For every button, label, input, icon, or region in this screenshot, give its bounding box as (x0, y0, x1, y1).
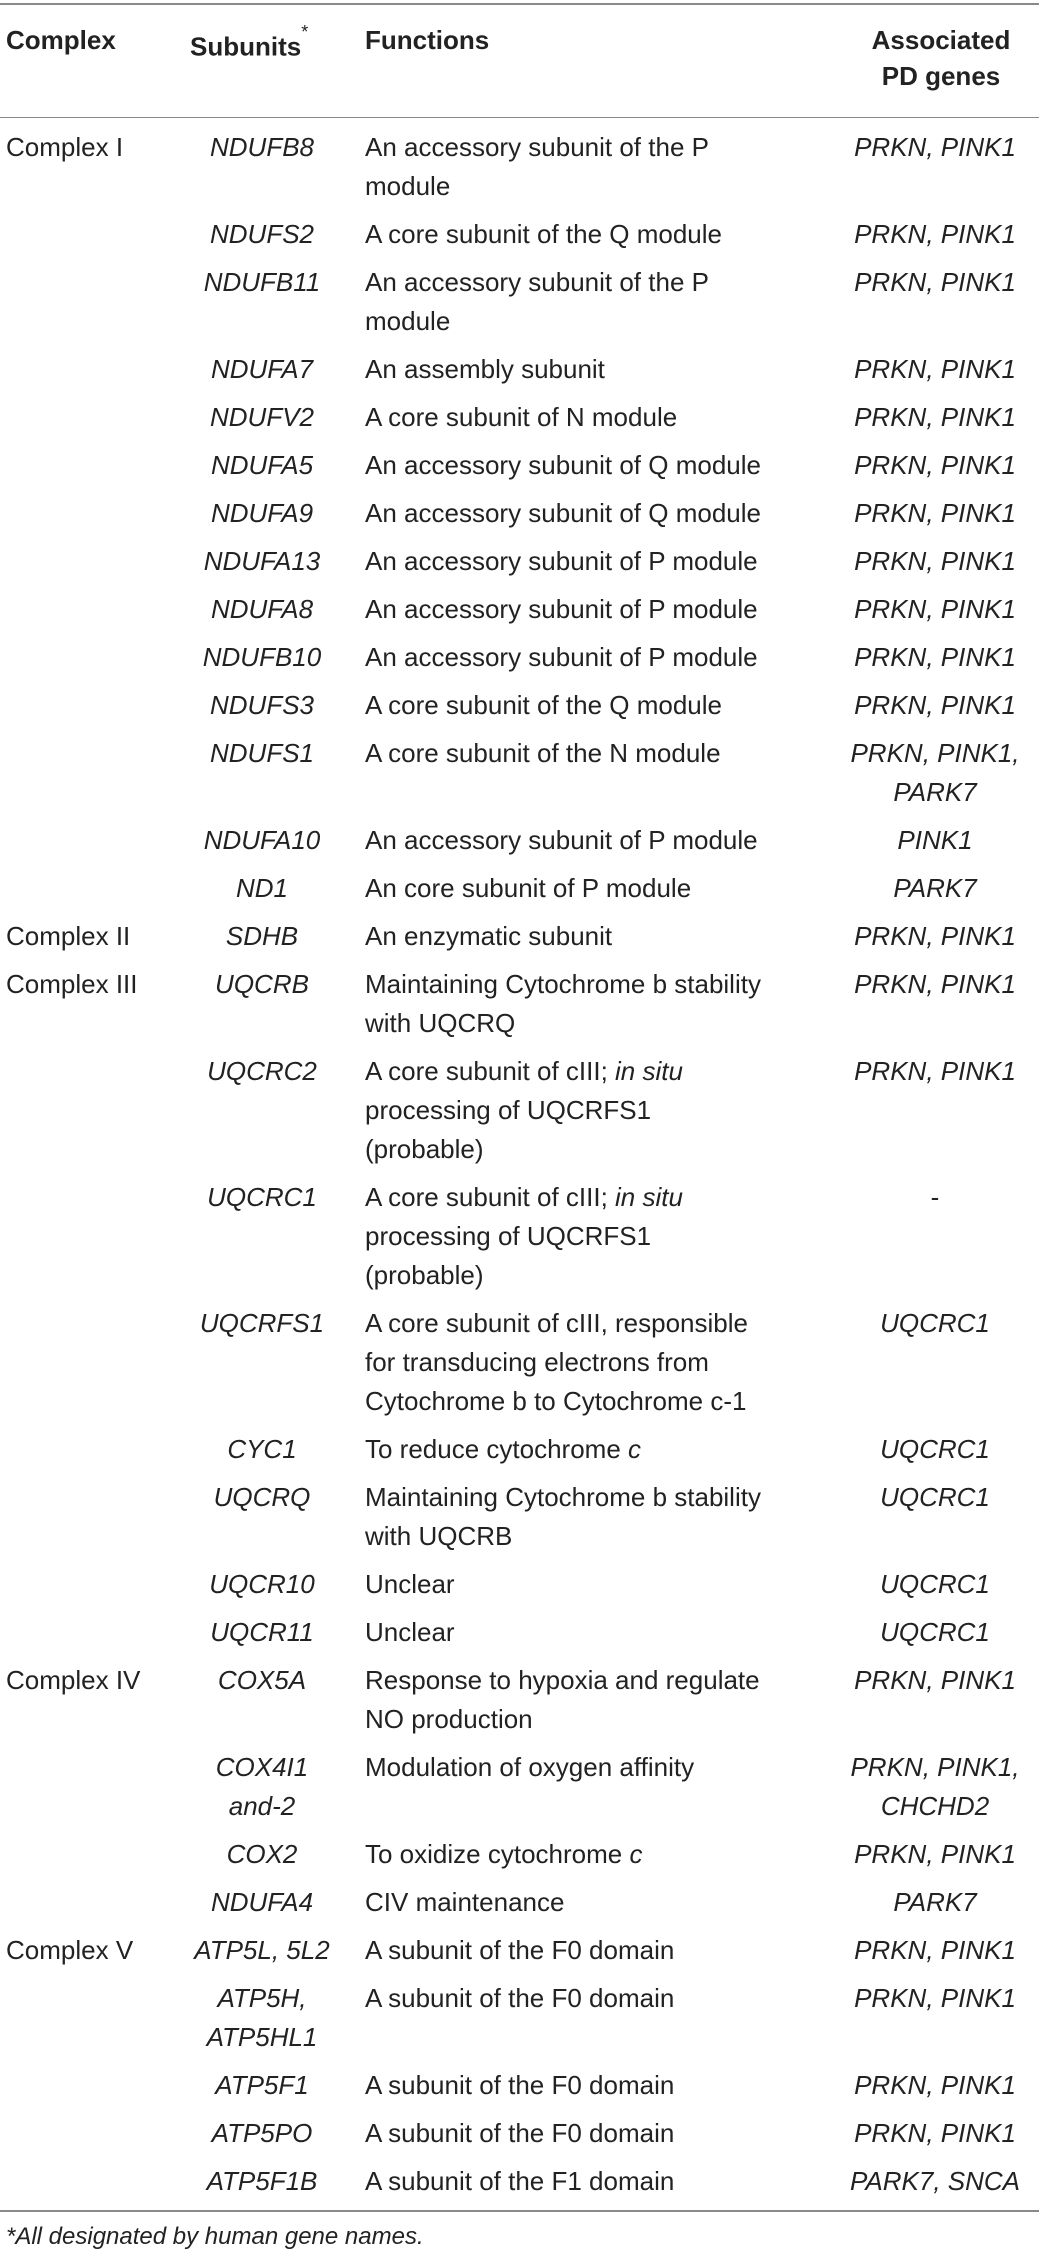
function-text: A core subunit of N module (365, 402, 678, 432)
cell-complex: Complex II (6, 921, 131, 951)
subunit-line: NDUFA13 (203, 546, 321, 576)
cell-pd-genes (835, 1565, 1035, 1604)
function-italic-text: in situ (615, 1182, 683, 1212)
function-text: module (365, 306, 451, 336)
subunit-line: NDUFB8 (209, 132, 314, 162)
header-associated-pd-genes (846, 22, 1036, 94)
function-text: A subunit of the F1 domain (365, 2166, 675, 2196)
cell-subunit (172, 542, 352, 581)
cell-pd-genes (835, 446, 1035, 485)
subunit-line: NDUFS1 (209, 738, 314, 768)
function-line (365, 263, 835, 302)
function-line (365, 1748, 835, 1787)
cell-pd-genes (835, 1052, 1035, 1091)
function-text: NO production (365, 1704, 533, 1734)
pd-gene-line: CHCHD2 (880, 1791, 990, 1821)
function-line (365, 1565, 835, 1604)
cell-subunit (172, 1979, 352, 2057)
subunit-line: CYC1 (227, 1434, 297, 1464)
function-line (365, 1217, 835, 1256)
table-top-rule (0, 3, 1039, 5)
function-line (365, 446, 835, 485)
subunit-line: NDUFS3 (209, 690, 314, 720)
cell-pd-genes (835, 638, 1035, 677)
cell-function (365, 1052, 835, 1169)
function-text: A subunit of the F0 domain (365, 1983, 675, 2013)
cell-complex: Complex V (6, 1935, 134, 1965)
cell-pd-genes (835, 1178, 1035, 1217)
cell-function (365, 128, 835, 206)
cell-function (365, 821, 835, 860)
cell-pd-genes (835, 1661, 1035, 1700)
function-text: processing of UQCRFS1 (365, 1095, 652, 1125)
function-text: (probable) (365, 1260, 484, 1290)
function-line (365, 1256, 835, 1295)
cell-pd-genes (835, 2114, 1035, 2153)
pd-gene-line: UQCRC1 (880, 1569, 990, 1599)
subunit-line: NDUFS2 (209, 219, 314, 249)
function-line (365, 1178, 835, 1217)
subunit-line: NDUFA5 (210, 450, 314, 480)
cell-subunit (172, 686, 352, 725)
cell-subunit (172, 2114, 352, 2153)
cell-subunit (172, 2066, 352, 2105)
cell-function (365, 542, 835, 581)
function-text: An accessory subunit of P module (365, 642, 758, 672)
pd-gene-line: PRKN, PINK1 (854, 594, 1016, 624)
function-line (365, 2162, 835, 2201)
pd-gene-line: PRKN, PINK1 (854, 1056, 1016, 1086)
subunit-line: UQCRC1 (207, 1182, 317, 1212)
pd-gene-line: PRKN, PINK1 (854, 219, 1016, 249)
cell-pd-genes (835, 350, 1035, 389)
header-pd-line1: Associated (871, 25, 1011, 55)
pd-gene-line: PRKN, PINK1 (854, 450, 1016, 480)
function-line (365, 917, 835, 956)
function-line (365, 167, 835, 206)
cell-subunit (172, 263, 352, 302)
cell-subunit (172, 128, 352, 167)
cell-pd-genes (835, 542, 1035, 581)
function-line (365, 1304, 835, 1343)
cell-subunit (172, 1430, 352, 1469)
cell-function (365, 2114, 835, 2153)
function-text: To oxidize cytochrome (365, 1839, 630, 1869)
header-complex: Complex (6, 25, 116, 55)
cell-function (365, 350, 835, 389)
cell-pd-genes (835, 1748, 1035, 1826)
function-line (365, 350, 835, 389)
pd-gene-line: PRKN, PINK1, (850, 738, 1020, 768)
subunit-line: COX4I1 (215, 1752, 309, 1782)
function-line (365, 1613, 835, 1652)
table-bottom-rule (0, 2210, 1039, 2212)
pd-gene-line: PRKN, PINK1 (854, 354, 1016, 384)
pd-gene-line: UQCRC1 (880, 1617, 990, 1647)
cell-pd-genes (835, 398, 1035, 437)
function-text: An accessory subunit of Q module (365, 498, 761, 528)
function-italic-text: c (629, 1839, 643, 1869)
function-text: Cytochrome b to Cytochrome c-1 (365, 1386, 747, 1416)
function-line (365, 1343, 835, 1382)
cell-pd-genes (835, 686, 1035, 725)
function-text: processing of UQCRFS1 (365, 1221, 652, 1251)
function-text: A core subunit of the Q module (365, 219, 722, 249)
cell-function (365, 1565, 835, 1604)
function-text: A core subunit of the Q module (365, 690, 722, 720)
subunit-line: NDUFA10 (203, 825, 321, 855)
function-text: A core subunit of cIII; (365, 1182, 616, 1212)
pd-gene-line: PRKN, PINK1 (854, 267, 1016, 297)
pd-gene-line: PRKN, PINK1 (854, 1983, 1016, 2013)
function-text: module (365, 171, 451, 201)
function-text: An enzymatic subunit (365, 921, 613, 951)
subunit-line: ATP5F1B (206, 2166, 318, 2196)
pd-gene-line: UQCRC1 (880, 1308, 990, 1338)
pd-gene-line: UQCRC1 (880, 1482, 990, 1512)
cell-function (365, 2066, 835, 2105)
function-line (365, 302, 835, 341)
function-text: Modulation of oxygen affinity (365, 1752, 695, 1782)
cell-pd-genes (835, 1979, 1035, 2018)
function-text: CIV maintenance (365, 1887, 565, 1917)
cell-pd-genes (835, 965, 1035, 1004)
cell-pd-genes (835, 869, 1035, 908)
function-line (365, 1883, 835, 1922)
subunit-line: NDUFA4 (210, 1887, 314, 1917)
function-text: To reduce cytochrome (365, 1434, 629, 1464)
cell-subunit (172, 1883, 352, 1922)
cell-subunit (172, 215, 352, 254)
subunit-line: SDHB (225, 921, 299, 951)
subunit-line: ATP5HL1 (206, 2022, 318, 2052)
cell-subunit (172, 1478, 352, 1517)
subunit-line: UQCR11 (210, 1617, 314, 1647)
cell-pd-genes (835, 917, 1035, 956)
function-text: An accessory subunit of P module (365, 594, 758, 624)
cell-function (365, 1430, 835, 1469)
function-line (365, 542, 835, 581)
cell-pd-genes (835, 2066, 1035, 2105)
function-text: Maintaining Cytochrome b stability (365, 969, 761, 999)
pd-gene-line: PARK7 (893, 873, 977, 903)
function-line (365, 965, 835, 1004)
subunit-line: NDUFV2 (209, 402, 314, 432)
subunit-line: COX2 (226, 1839, 298, 1869)
subunit-line: NDUFA8 (210, 594, 314, 624)
cell-subunit (172, 1178, 352, 1217)
cell-function (365, 917, 835, 956)
pd-gene-line: PRKN, PINK1 (854, 1935, 1016, 1965)
function-line (365, 1979, 835, 2018)
function-text: An core subunit of P module (365, 873, 692, 903)
cell-pd-genes (835, 215, 1035, 254)
cell-function (365, 494, 835, 533)
cell-pd-genes (835, 821, 1035, 860)
function-line (365, 734, 835, 773)
cell-subunit (172, 398, 352, 437)
cell-function (365, 1931, 835, 1970)
cell-function (365, 1661, 835, 1739)
pd-gene-line: PRKN, PINK1 (854, 546, 1016, 576)
cell-subunit (172, 821, 352, 860)
cell-function (365, 1748, 835, 1787)
header-subunits (190, 22, 308, 65)
cell-function (365, 1304, 835, 1421)
cell-function (365, 2162, 835, 2201)
cell-pd-genes (835, 734, 1035, 812)
cell-subunit (172, 917, 352, 956)
pd-gene-line: UQCRC1 (880, 1434, 990, 1464)
function-text: An accessory subunit of P module (365, 825, 758, 855)
function-text: Response to hypoxia and regulate (365, 1665, 760, 1695)
cell-subunit (172, 350, 352, 389)
cell-subunit (172, 590, 352, 629)
pd-gene-line: PRKN, PINK1 (854, 132, 1016, 162)
function-line (365, 590, 835, 629)
cell-subunit (172, 1304, 352, 1343)
cell-function (365, 686, 835, 725)
cell-subunit (172, 1613, 352, 1652)
function-line (365, 686, 835, 725)
function-text: A core subunit of cIII; (365, 1056, 616, 1086)
cell-subunit (172, 734, 352, 773)
cell-subunit (172, 2162, 352, 2201)
cell-function (365, 398, 835, 437)
cell-function (365, 1613, 835, 1652)
cell-function (365, 263, 835, 341)
subunit-line: UQCRC2 (207, 1056, 317, 1086)
table-header-rule (0, 117, 1039, 118)
subunit-line: ATP5F1 (215, 2070, 309, 2100)
subunit-line: UQCRQ (213, 1482, 311, 1512)
function-line (365, 398, 835, 437)
function-line (365, 2066, 835, 2105)
function-text: Maintaining Cytochrome b stability (365, 1482, 761, 1512)
function-line (365, 1004, 835, 1043)
function-line (365, 1931, 835, 1970)
function-text: for transducing electrons from (365, 1347, 709, 1377)
cell-subunit (172, 1565, 352, 1604)
cell-subunit (172, 494, 352, 533)
function-text: An assembly subunit (365, 354, 605, 384)
function-line (365, 638, 835, 677)
function-line (365, 1382, 835, 1421)
header-subunits-mark: * (301, 22, 309, 42)
cell-complex: Complex I (6, 132, 124, 162)
cell-function (365, 1883, 835, 1922)
function-line (365, 1517, 835, 1556)
function-line (365, 1130, 835, 1169)
cell-pd-genes (835, 1883, 1035, 1922)
cell-pd-genes (835, 1613, 1035, 1652)
subunit-line: ND1 (235, 873, 288, 903)
function-text: An accessory subunit of Q module (365, 450, 761, 480)
pd-gene-line: PRKN, PINK1 (854, 1839, 1016, 1869)
cell-subunit (172, 1748, 352, 1826)
subunit-line: NDUFA7 (210, 354, 314, 384)
subunit-line: UQCR10 (209, 1569, 315, 1599)
subunit-line: ATP5L, 5L2 (194, 1935, 330, 1965)
pd-gene-line: PRKN, PINK1 (854, 642, 1016, 672)
function-text: Unclear (365, 1569, 455, 1599)
cell-function (365, 734, 835, 773)
cell-function (365, 638, 835, 677)
cell-subunit (172, 869, 352, 908)
cell-subunit (172, 1931, 352, 1970)
pd-gene-line: - (930, 1182, 940, 1212)
cell-subunit (172, 965, 352, 1004)
function-line (365, 821, 835, 860)
header-pd-line2: PD genes (881, 61, 1001, 91)
function-line (365, 128, 835, 167)
cell-subunit (172, 1661, 352, 1700)
cell-pd-genes (835, 1835, 1035, 1874)
function-line (365, 1052, 835, 1091)
pd-gene-line: PRKN, PINK1 (854, 402, 1016, 432)
subunit-line: NDUFB10 (202, 642, 322, 672)
pd-gene-line: PINK1 (897, 825, 973, 855)
function-line (365, 869, 835, 908)
function-text: with UQCRB (365, 1521, 513, 1551)
function-line (365, 2114, 835, 2153)
subunit-line: NDUFA9 (210, 498, 314, 528)
header-subunits-label: Subunits (190, 31, 302, 62)
cell-pd-genes (835, 2162, 1035, 2201)
cell-pd-genes (835, 1304, 1035, 1343)
cell-subunit (172, 1052, 352, 1091)
cell-pd-genes (835, 1931, 1035, 1970)
subunit-line: and-2 (228, 1791, 296, 1821)
pd-gene-line: PRKN, PINK1 (854, 969, 1016, 999)
cell-function (365, 869, 835, 908)
subunit-line: UQCRFS1 (199, 1308, 325, 1338)
function-line (365, 1661, 835, 1700)
function-line (365, 494, 835, 533)
pd-gene-line: PRKN, PINK1 (854, 1665, 1016, 1695)
function-italic-text: in situ (615, 1056, 683, 1086)
function-text: with UQCRQ (365, 1008, 516, 1038)
subunit-line: UQCRB (215, 969, 309, 999)
pd-gene-line: PARK7, SNCA (849, 2166, 1020, 2196)
pd-gene-line: PRKN, PINK1, (850, 1752, 1020, 1782)
function-text: An accessory subunit of the P (365, 267, 709, 297)
cell-pd-genes (835, 128, 1035, 167)
cell-function (365, 965, 835, 1043)
cell-function (365, 446, 835, 485)
cell-function (365, 1835, 835, 1874)
pd-gene-line: PRKN, PINK1 (854, 2070, 1016, 2100)
function-line (365, 1091, 835, 1130)
cell-function (365, 1478, 835, 1556)
function-italic-text: c (628, 1434, 642, 1464)
function-line (365, 1478, 835, 1517)
cell-subunit (172, 1835, 352, 1874)
cell-function (365, 215, 835, 254)
function-line (365, 1430, 835, 1469)
cell-function (365, 1178, 835, 1295)
cell-pd-genes (835, 263, 1035, 302)
cell-function (365, 590, 835, 629)
cell-pd-genes (835, 1430, 1035, 1469)
pd-gene-line: PRKN, PINK1 (854, 498, 1016, 528)
cell-function (365, 1979, 835, 2018)
function-text: A core subunit of cIII, responsible (365, 1308, 748, 1338)
cell-complex: Complex IV (6, 1665, 141, 1695)
pd-gene-line: PRKN, PINK1 (854, 2118, 1016, 2148)
subunit-line: NDUFB11 (203, 267, 321, 297)
pd-gene-line: PARK7 (893, 1887, 977, 1917)
pd-gene-line: PRKN, PINK1 (854, 921, 1016, 951)
cell-subunit (172, 638, 352, 677)
table-footnote: *All designated by human gene names. (6, 2223, 424, 2250)
function-text: An accessory subunit of the P (365, 132, 709, 162)
function-text: A subunit of the F0 domain (365, 1935, 675, 1965)
function-text: (probable) (365, 1134, 484, 1164)
subunit-line: ATP5PO (211, 2118, 313, 2148)
subunit-line: COX5A (217, 1665, 307, 1695)
function-text: A subunit of the F0 domain (365, 2118, 675, 2148)
cell-complex: Complex III (6, 969, 138, 999)
subunit-line: ATP5H, (217, 1983, 307, 2013)
pd-gene-line: PRKN, PINK1 (854, 690, 1016, 720)
cell-pd-genes (835, 590, 1035, 629)
cell-pd-genes (835, 494, 1035, 533)
cell-subunit (172, 446, 352, 485)
function-line (365, 215, 835, 254)
pd-gene-line: PARK7 (893, 777, 977, 807)
function-line (365, 1835, 835, 1874)
function-text: A subunit of the F0 domain (365, 2070, 675, 2100)
header-functions: Functions (365, 25, 490, 55)
function-text: Unclear (365, 1617, 455, 1647)
function-line (365, 1700, 835, 1739)
function-text: An accessory subunit of P module (365, 546, 758, 576)
function-text: A core subunit of the N module (365, 738, 721, 768)
cell-pd-genes (835, 1478, 1035, 1517)
